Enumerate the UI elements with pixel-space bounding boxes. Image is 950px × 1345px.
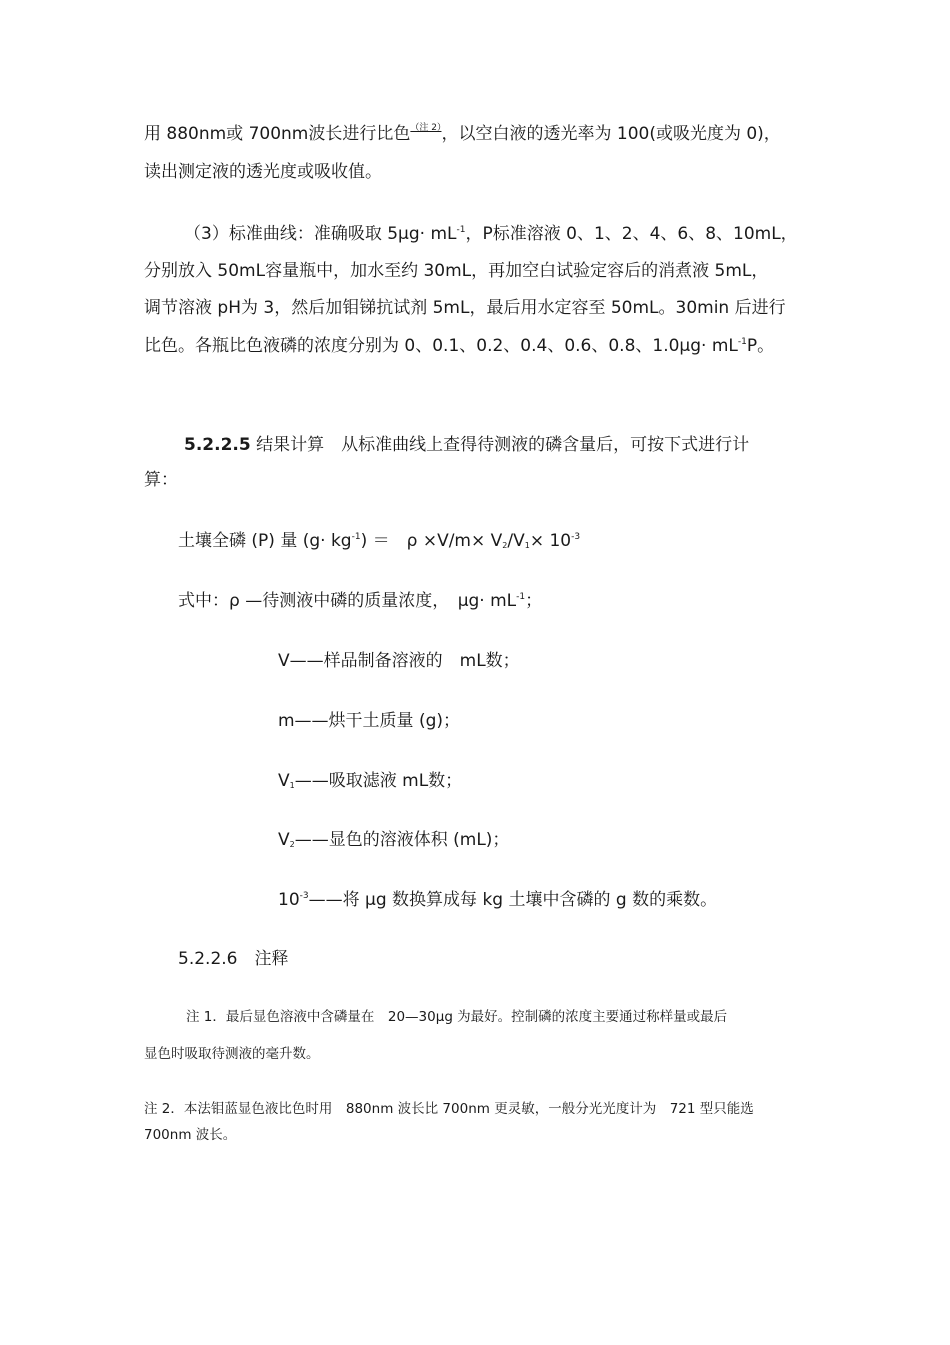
paragraph-line (144, 335, 774, 357)
subscript: 2 (289, 840, 295, 849)
text: ，P标准溶液 0、1、2、4、6、8、10mL， (465, 224, 798, 244)
paragraph-line (184, 223, 798, 245)
text: 式中：ρ —待测液中磷的质量浓度， μg· mL (178, 591, 517, 611)
note-1-line: 注 1．最后显色溶液中含磷量在 20—30μg 为最好。控制磷的浓度主要通过称样量或最后 (186, 1009, 728, 1025)
text: ——将 μg 数换算成每 kg 土壤中含磷的 g 数的乘数。 (308, 890, 718, 910)
text: ——显色的溶液体积 (mL)； (294, 830, 510, 850)
paragraph-line: 算： (144, 470, 178, 490)
text: （3）标准曲线：准确吸取 5μg· mL (184, 224, 457, 244)
definition-v2 (278, 829, 509, 851)
text: × 10 (529, 531, 572, 551)
paragraph-line (144, 123, 781, 145)
definition-rho (178, 590, 542, 612)
superscript: -1 (737, 337, 747, 347)
text: 比色。各瓶比色液磷的浓度分别为 0、0.1、0.2、0.4、0.6、0.8、1.0μg· mL (144, 336, 738, 356)
paragraph-line: 读出测定液的透光度或吸收值。 (144, 162, 382, 182)
text: ——吸取滤液 mL数； (294, 771, 463, 791)
text: P。 (746, 336, 775, 356)
subscript: 1 (524, 541, 530, 550)
paragraph-line: 分别放入 50mL容量瓶中，加水至约 30mL，再加空白试验定容后的消煮液 5mL， (144, 261, 769, 281)
text: 结果计算 从标准曲线上查得待测液的磷含量后，可按下式进行计 (256, 435, 750, 455)
subscript: 1 (289, 781, 295, 790)
section-heading-5-2-2-6: 5.2.2.6 注释 (178, 949, 289, 969)
note-2-line: 700nm 波长。 (144, 1127, 237, 1143)
footnote-ref: （注 2） (410, 123, 442, 133)
definition-m: m——烘干土质量 (g)； (278, 711, 461, 731)
superscript: -1 (351, 532, 361, 542)
text: ，以空白液的透光率为 100(或吸光度为 0)， (441, 124, 781, 144)
definition-v1 (278, 770, 462, 792)
note-2-line: 注 2．本法钼蓝显色液比色时用 880nm 波长比 700nm 更灵敏，一般分光光度计为 721 型只能选 (144, 1101, 754, 1117)
text: V (278, 830, 290, 850)
text: ) ＝ ρ ×V/m× V (360, 531, 503, 551)
formula (178, 530, 580, 552)
section-heading-5-2-2-5 (184, 434, 749, 456)
definition-exponent (278, 889, 717, 911)
paragraph-line: 调节溶液 pH为 3，然后加钼锑抗试剂 5mL，最后用水定容至 50mL。30min 后进行 (144, 298, 786, 318)
text: /V (507, 531, 525, 551)
text: ； (525, 591, 543, 611)
superscript: -3 (299, 891, 309, 901)
superscript: -1 (456, 225, 466, 235)
text: 10 (278, 890, 300, 910)
section-number: 5.2.2.5 (184, 435, 251, 455)
text: 土壤全磷 (P) 量 (g· kg (178, 531, 352, 551)
text: V (278, 771, 290, 791)
subscript: 2 (502, 541, 508, 550)
superscript: -3 (571, 532, 581, 542)
note-1-line: 显色时吸取待测液的毫升数。 (144, 1046, 320, 1062)
superscript: -1 (516, 592, 526, 602)
definition-v: V——样品制备溶液的 mL数； (278, 651, 520, 671)
text: 用 880nm或 700nm波长进行比色 (144, 124, 411, 144)
